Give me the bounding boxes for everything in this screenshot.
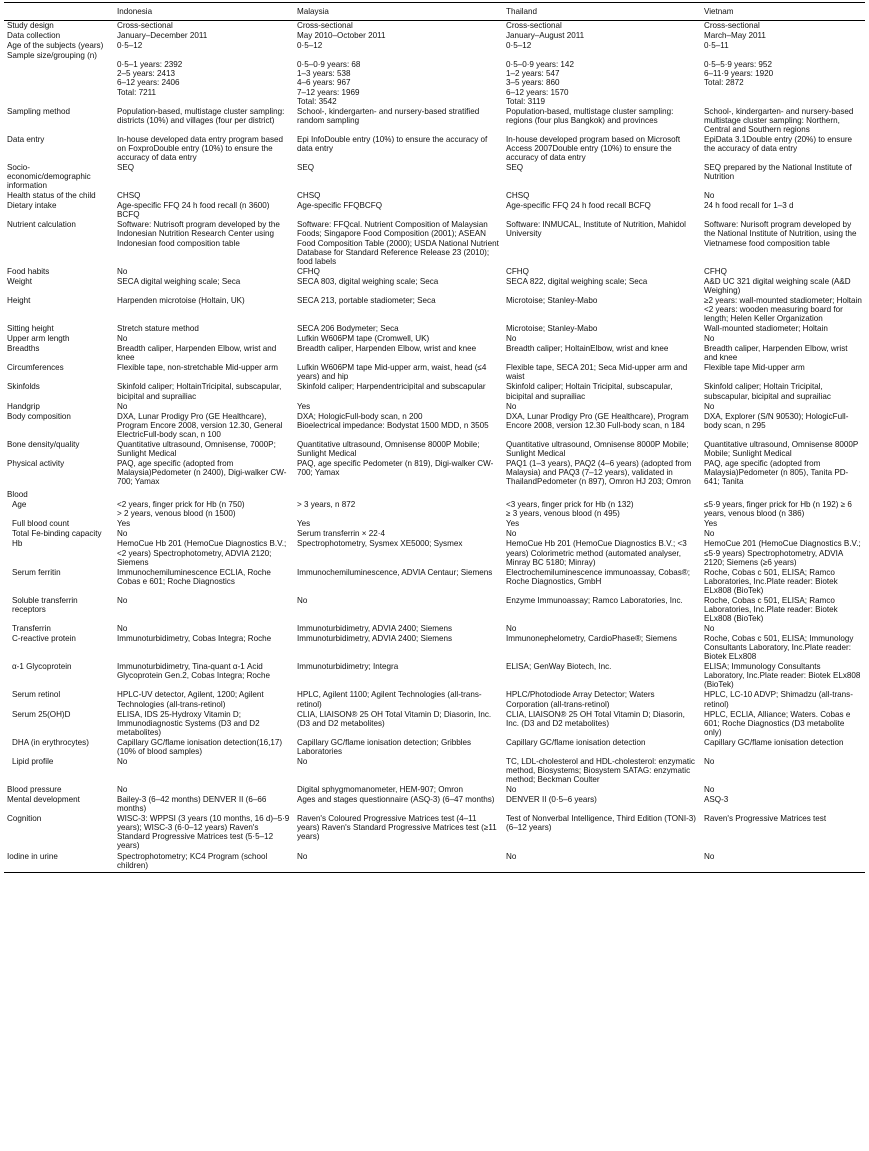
table-cell: ≥2 years: wall-mounted stadiometer; Holtain <2 years: wooden measuring board for length; Helen Keller Organization (704, 295, 862, 323)
table-cell: No (506, 624, 517, 633)
row-label: Age of the subjects (years) (7, 41, 104, 51)
table-row (4, 785, 865, 795)
row-label: Blood pressure (7, 785, 62, 795)
table-cell: SECA 822, digital weighing scale; Seca (506, 276, 648, 286)
table-cell: No (704, 529, 715, 539)
row-label: C-reactive protein (12, 634, 76, 644)
table-cell: HemoCue Hb 201 (HemoCue Diagnostics B.V.; <3 years) Colorimetric method (automated analyser, Minray BC 5180; Minray) (506, 539, 687, 567)
table-cell: Skinfold caliper; Harpendentricipital and subscapular (297, 382, 486, 392)
row-label: Dietary intake (7, 201, 57, 211)
table-cell: CLIA, LIAISON® 25 OH Total Vitamin D; Diasorin, Inc. (D3 and D2 metabolites) (506, 709, 685, 728)
table-cell: School-, kindergarten- and nursery-based multistage cluster sampling: Northern, Central and Southern regions (704, 106, 854, 134)
table-cell: CFHQ (506, 266, 529, 276)
table-cell: Quantitative ultrasound, Omnisense 8000P Mobile; Sunlight Medical (704, 439, 859, 458)
table-cell: CLIA, LIAISON® 25 OH Total Vitamin D; Diasorin, Inc. (D3 and D2 metabolites) (297, 709, 492, 728)
table-cell: Roche, Cobas c 501, ELISA; Immunology Consultants Laboratory, Inc.Plate reader: Biotek ELx808 (704, 634, 854, 662)
table-cell: Quantitative ultrasound, Omnisense 8000P Mobile; Sunlight Medical (506, 439, 689, 458)
table-cell: Yes (297, 401, 311, 411)
table-row (4, 191, 865, 201)
table-cell: Quantitative ultrasound, Omnisense 8000P Mobile; Sunlight Medical (297, 439, 480, 458)
row-label: DHA (in erythrocytes) (12, 737, 89, 747)
table-cell: CHSQ (117, 191, 141, 201)
table-row (4, 690, 865, 709)
row-label: Bone density/quality (7, 439, 80, 449)
row-label: Sitting height (7, 324, 54, 334)
table-cell: DENVER II (0·5–6 years) (506, 795, 597, 805)
table-row (4, 596, 865, 624)
table-cell: WISC-3: WPPSI (3 years (10 months, 16 d)–5·9 years); WISC-3 (6·0–12 years) Raven's Standard Progressive Matrices test (5·5–12 years) (117, 814, 290, 851)
table-cell: SEQ (297, 163, 315, 172)
row-label: Circumferences (7, 363, 64, 373)
row-label: Age (12, 500, 27, 510)
table-row (4, 51, 865, 106)
table-cell: 0·5–0·9 years: 68 1–3 years: 538 4–6 years: 967 7–12 years: 1969 Total: 3542 (297, 60, 361, 106)
table-row (4, 624, 865, 634)
table-cell: Wall-mounted stadiometer; Holtain (704, 324, 828, 334)
row-label: Sample size/grouping (n) (7, 51, 97, 61)
table-cell: Spectrophotometry; KC4 Program (school children) (114, 852, 294, 873)
table-cell: Breadth caliper, Harpenden Elbow, wrist and knee (117, 344, 277, 363)
table-cell: 0·5–5·9 years: 952 6–11·9 years: 1920 Total: 2872 (704, 60, 774, 88)
table-cell: ELISA, IDS 25-Hydroxy Vitamin D; Immunodiagnostic Systems (D3 and D2 metabolites) (117, 709, 260, 737)
table-cell: SEQ (117, 163, 135, 172)
table-row (4, 459, 865, 487)
table-row (4, 220, 865, 266)
table-row (4, 795, 865, 814)
row-label: Full blood count (12, 519, 70, 529)
table-row (4, 500, 865, 519)
table-cell: Quantitative ultrasound, Omnisense, 7000P; Sunlight Medical (117, 439, 276, 458)
table-cell: No (117, 595, 128, 605)
table-cell: DXA, Explorer (S/N 90530); HologicFull-body scan, n 295 (704, 411, 849, 430)
table-row (4, 382, 865, 401)
table-cell (114, 487, 294, 500)
table-cell: Yes (117, 519, 131, 529)
table-cell: Ages and stages questionnaire (ASQ-3) (6–47 months) (297, 795, 495, 805)
table-cell: Breadth caliper, Harpenden Elbow, wrist and knee (704, 344, 848, 363)
table-cell: Skinfold caliper; HoltainTricipital, subscapular, bicipital and suprailiac (117, 382, 282, 401)
table-cell: ASQ-3 (704, 795, 729, 805)
table-cell: HPLC-UV detector, Agilent, 1200; Agilent Technologies (all-trans-retinol) (117, 690, 264, 709)
table-cell: SECA digital weighing scale; Seca (117, 276, 241, 286)
table-cell: Yes (704, 519, 718, 529)
row-label: Handgrip (7, 401, 40, 411)
table-row (4, 296, 865, 324)
table-cell: Raven's Coloured Progressive Matrices test (4–11 years) Raven's Standard Progressive Matrices test (≥11 years) (297, 814, 497, 842)
table-cell: PAQ, age specific (adopted from Malaysia)Pedometer (n 805), Tanita PD-641; Tanita (704, 458, 849, 487)
row-label: Socio-economic/demographic information (7, 163, 91, 191)
table-cell: Stretch stature method (117, 324, 199, 334)
table-cell: ≤5·9 years, finger prick for Hb (n 192) ≥ 6 years, venous blood (n 386) (704, 500, 852, 519)
table-cell: No (704, 624, 715, 633)
table-row (4, 334, 865, 344)
table-cell: 0·5–12 (506, 41, 532, 51)
table-cell: PAQ, age specific (adopted from Malaysia)Pedometer (n 2400), Digi-walker CW-700; Yamax (117, 458, 287, 487)
table-cell: HemoCue 201 (HemoCue Diagnostics B.V.; ≤5·9 years) Spectrophotometry, ADVIA 2120; Siemens (≥6 years) (704, 539, 861, 567)
row-label: Height (7, 295, 31, 305)
table-cell: Software: Nutrisoft program developed by the Indonesian Nutrition Research Center using Indonesian food composition table (117, 220, 280, 248)
row-label: Study design (7, 21, 54, 31)
row-label: Serum 25(OH)D (12, 709, 71, 719)
table-cell: <3 years, finger prick for Hb (n 132) ≥ 3 years, venous blood (n 495) (506, 500, 634, 519)
row-label: Nutrient calculation (7, 220, 76, 230)
table-cell: No (704, 401, 715, 411)
table-cell: No (117, 529, 128, 539)
table-row (4, 31, 865, 41)
table-cell: Skinfold caliper; Holtain Tricipital, subscapular, bicipital and suprailiac (704, 382, 831, 401)
table-cell: HPLC/Photodiode Array Detector; Waters Corporation (all-trans-retinol) (506, 690, 655, 709)
table-cell: Cross-sectional (704, 21, 760, 31)
table-cell: Population-based, multistage cluster sampling: regions (four plus Bangkok) and provinces (506, 106, 674, 125)
table-cell: SECA 803, digital weighing scale; Seca (297, 276, 439, 286)
table-cell: SEQ prepared by the National Institute of Nutrition (704, 163, 852, 182)
table-cell: Age-specific FFQ 24 h food recall (n 3600) BCFQ (117, 201, 270, 220)
table-cell: Cross-sectional (297, 21, 353, 31)
row-label: Weight (7, 276, 33, 286)
row-label: Physical activity (7, 458, 65, 468)
table-cell: 0·5–12 (297, 41, 323, 51)
table-row (4, 738, 865, 757)
table-row (4, 412, 865, 440)
table-cell: DXA; HologicFull-body scan, n 200 Bioelectrical impedance: Bodystat 1500 MDD, n 3505 (297, 411, 489, 430)
table-cell: Flexible tape, non-stretchable Mid-upper arm (117, 363, 279, 373)
row-label: Upper arm length (7, 334, 70, 344)
table-cell: No (294, 852, 503, 873)
table-cell: January–December 2011 (117, 31, 208, 41)
table-cell: 24 h food recall for 1–3 d (704, 201, 794, 211)
table-cell: TC, LDL-cholesterol and HDL-cholesterol: enzymatic method, Biosystems; Biosystem SATAG: enzymatic method; Beckman Coulter (506, 756, 695, 784)
header-thailand: Thailand (503, 3, 701, 21)
table-cell: No (117, 266, 128, 276)
header-blank (4, 3, 114, 21)
table-cell: Harpenden microtoise (Holtain, UK) (117, 295, 245, 305)
table-cell: Enzyme Immunoassay; Ramco Laboratories, Inc. (506, 595, 683, 605)
table-cell: 0·5–0·9 years: 142 1–2 years: 547 3–5 years: 860 6–12 years: 1570 Total: 3119 (506, 60, 574, 106)
table-cell: Cross-sectional (506, 21, 562, 31)
table-row (4, 41, 865, 51)
table-cell: Capillary GC/flame ionisation detection; Gribbles Laboratories (297, 737, 472, 756)
table-cell: No (506, 529, 517, 539)
table-cell: 0·5–12 (117, 41, 143, 51)
table-cell: CHSQ (506, 191, 530, 201)
table-cell: January–August 2011 (506, 31, 585, 41)
table-cell: HemoCue Hb 201 (HemoCue Diagnostics B.V.; <2 years) Spectrophotometry, ADVIA 2120; Siemens (117, 539, 287, 567)
table-cell: Immunoturbidimetry, Tina-quant α-1 Acid Glycoprotein Gen.2, Cobas Integra; Roche (117, 662, 270, 681)
table-cell: DXA, Lunar Prodigy Pro (GE Healthcare), Program Encore 2008, version 12.30, General ElectricFull-body scan, n 100 (117, 411, 283, 439)
table-cell: No (701, 852, 865, 873)
table-row (4, 814, 865, 851)
row-label: Total Fe-binding capacity (12, 529, 102, 539)
table-cell: PAQ, age specific Pedometer (n 819), Digi-walker CW-700; Yamax (297, 458, 494, 477)
table-row (4, 487, 865, 500)
table-cell: > 3 years, n 872 (297, 500, 356, 510)
table-cell: No (704, 785, 715, 795)
row-label: Sampling method (7, 106, 70, 116)
table-cell: No (704, 191, 715, 201)
table-cell: Capillary GC/flame ionisation detection(16,17) (10% of blood samples) (117, 737, 283, 756)
table-cell: HPLC, LC-10 ADVP; Shimadzu (all-trans-retinol) (704, 690, 853, 709)
table-row (4, 201, 865, 220)
header-row (4, 3, 865, 21)
table-cell: Immunoturbidimetry, ADVIA 2400; Siemens (297, 624, 453, 633)
table-cell: Population-based, multistage cluster sampling: districts (10%) and villages (four per district) (117, 106, 285, 125)
table-row (4, 634, 865, 662)
table-cell: Software: FFQcal. Nutrient Composition of Malaysian Foods; Singapore Food Composition (2001); ASEAN Food Composition Table (2000); USDA National Nutrient Database for Standard Reference Release 23 (2010); food labels (297, 220, 499, 266)
table-cell: Epi InfoDouble entry (10%) to ensure the accuracy of data entry (297, 134, 488, 153)
table-cell (503, 487, 701, 500)
study-methods-table (4, 2, 865, 873)
table-cell: Immunoturbidimetry, Cobas Integra; Roche (117, 634, 272, 644)
table-cell: Flexible tape, SECA 201; Seca Mid-upper arm and waist (506, 363, 688, 382)
table-cell: Cross-sectional (117, 21, 173, 31)
table-row (4, 21, 865, 32)
table-cell: Bailey-3 (6–42 months) DENVER II (6–66 months) (117, 795, 267, 814)
table-cell: Age-specific FFQ 24 h food recall BCFQ (506, 201, 651, 211)
table-cell: Immunoturbidimetry; Integra (297, 662, 399, 672)
table-row (4, 710, 865, 738)
table-cell: <2 years, finger prick for Hb (n 750) > 2 years, venous blood (n 1500) (117, 500, 245, 519)
table-row (4, 662, 865, 690)
table-row (4, 363, 865, 382)
table-cell: No (117, 756, 128, 766)
table-row (4, 539, 865, 567)
row-label: Food habits (7, 266, 50, 276)
table-cell: Skinfold caliper; Holtain Tricipital, subscapular, bicipital and suprailiac (506, 382, 673, 401)
table-row (4, 440, 865, 459)
table-cell: 0·5–11 (704, 41, 729, 51)
table-row (4, 344, 865, 363)
table-cell: DXA, Lunar Prodigy Pro (GE Healthcare), Program Encore 2008, version 12.30 Full-body scan, n 184 (506, 411, 689, 430)
table-cell: Breadth caliper; HoltainElbow, wrist and knee (506, 344, 669, 354)
table-cell: CHSQ (297, 191, 321, 201)
table-row (4, 163, 865, 191)
table-row (4, 519, 865, 529)
table-cell: Raven's Progressive Matrices test (704, 814, 827, 824)
table-cell: Roche, Cobas c 501, ELISA; Ramco Laboratories, Inc.Plate reader: Biotek ELx808 (BioTek) (704, 595, 838, 623)
table-cell: No (117, 334, 128, 344)
table-cell: 0·5–1 years: 2392 2–5 years: 2413 6–12 years: 2406 Total: 7211 (117, 60, 183, 97)
table-cell: Yes (297, 519, 311, 529)
table-cell: May 2010–October 2011 (297, 31, 386, 41)
table-cell: EpiData 3.1Double entry (20%) to ensure the accuracy of data entry (704, 134, 853, 153)
table-cell: Microtoise; Stanley-Mabo (506, 324, 598, 334)
row-label: Iodine in urine (4, 852, 114, 873)
table-cell: Software: Nurisoft program developed by the National Institute of Nutrition, using the Vietnamese food composition table (704, 220, 857, 248)
table-cell: Capillary GC/flame ionisation detection (506, 737, 646, 747)
table-cell: Electrochemiluminescence immunoassay, Cobas®; Roche Diagnostics, GmbH (506, 567, 690, 586)
table-cell: Digital sphygmomanometer, HEM-907; Omron (297, 785, 463, 795)
row-label: Serum ferritin (12, 567, 61, 577)
table-row (4, 324, 865, 334)
table-cell: No (704, 334, 715, 344)
table-cell: Test of Nonverbal Intelligence, Third Edition (TONI-3) (6–12 years) (506, 814, 696, 833)
table-row (4, 402, 865, 412)
table-cell: No (117, 624, 128, 633)
table-cell: No (506, 334, 517, 344)
table-row (4, 135, 865, 163)
table-cell: No (506, 401, 517, 411)
table-cell: Breadth caliper, Harpenden Elbow, wrist and knee (297, 344, 477, 354)
table-cell: PAQ1 (1–3 years), PAQ2 (4–6 years) (adopted from Malaysia) and PAQ3 (7–12 years), validated in ThailandPedometer (n 897), Omron HJ 203; Omron (506, 458, 692, 487)
table-cell: March–May 2011 (704, 31, 766, 41)
row-label: Data collection (7, 31, 61, 41)
table-cell: No (503, 852, 701, 873)
table-cell: ELISA; GenWay Biotech, Inc. (506, 662, 612, 672)
row-label: Body composition (7, 411, 71, 421)
table-cell (701, 487, 865, 500)
table-cell: SEQ (506, 163, 524, 172)
row-label: Cognition (7, 814, 42, 824)
table-cell: Software: INMUCAL, Institute of Nutrition, Mahidol University (506, 220, 686, 239)
table-cell: SECA 206 Bodymeter; Seca (297, 324, 399, 334)
table-row (4, 852, 865, 873)
row-label: Data entry (7, 134, 45, 144)
header-malaysia: Malaysia (294, 3, 503, 21)
table-cell: Capillary GC/flame ionisation detection (704, 737, 844, 747)
table-row (4, 757, 865, 785)
table-cell: Immunochemiluminescence, ADVIA Centaur; Siemens (297, 567, 493, 577)
table-cell: Yes (506, 519, 520, 529)
table-row (4, 107, 865, 135)
table-cell: Flexible tape Mid-upper arm (704, 363, 805, 373)
row-label: Breadths (7, 344, 40, 354)
table-cell: No (117, 401, 128, 411)
row-label: Health status of the child (7, 191, 96, 201)
table-cell: No (704, 756, 715, 766)
table-cell: Immunonephelometry, CardioPhase®; Siemens (506, 634, 677, 644)
row-label: Skinfolds (7, 382, 40, 392)
table-body (4, 21, 865, 873)
row-label: Hb (12, 539, 23, 549)
row-label: Lipid profile (12, 756, 54, 766)
table-cell: Microtoise; Stanley-Mabo (506, 295, 598, 305)
table-cell: Spectrophotometry, Sysmex XE5000; Sysmex (297, 539, 463, 549)
table-row (4, 568, 865, 596)
table-cell: HPLC, Agilent 1100; Agilent Technologies (all-trans-retinol) (297, 690, 482, 709)
table-cell: Age-specific FFQBCFQ (297, 201, 383, 211)
table-row (4, 267, 865, 277)
table-cell: A&D UC 321 digital weighing scale (A&D Weighing) (704, 276, 851, 295)
table-cell: School-, kindergarten- and nursery-based stratified random sampling (297, 106, 480, 125)
table-cell: ELISA; Immunology Consultants Laboratory, Inc.Plate reader: Biotek ELx808 (BioTek) (704, 662, 861, 690)
table-row (4, 529, 865, 539)
table-cell: No (117, 785, 128, 795)
table-cell: In-house developed program based on Microsoft Access 2007Double entry (10%) to ensure the accuracy of data entry (506, 134, 681, 162)
table-cell: Serum transferrin × 22·4 (297, 529, 385, 539)
table-cell: Immunoturbidimetry, ADVIA 2400; Siemens (297, 634, 453, 644)
row-label: Transferrin (12, 624, 51, 633)
table-cell: Lufkin W606PM tape (Cromwell, UK) (297, 334, 430, 344)
row-label: Serum retinol (12, 690, 61, 700)
row-label: Soluble transferrin receptors (12, 595, 78, 614)
table-row (4, 277, 865, 296)
table-cell: No (297, 595, 308, 605)
table-cell: In-house developed data entry program based on FoxproDouble entry (10%) to ensure the accuracy of data entry (117, 134, 284, 162)
table-cell: CFHQ (704, 266, 727, 276)
table-cell: HPLC, ECLIA, Alliance; Waters. Cobas e 601; Roche Diagnostics (D3 metabolite only) (704, 709, 851, 737)
table-cell: Immunochemiluminescence ECLIA, Roche Cobas e 601; Roche Diagnostics (117, 567, 271, 586)
header-indonesia: Indonesia (114, 3, 294, 21)
table-cell: Roche, Cobas c 501, ELISA; Ramco Laboratories, Inc.Plate reader: Biotek ELx808 (BioTek) (704, 567, 838, 595)
table-cell: No (297, 756, 308, 766)
header-vietnam: Vietnam (701, 3, 865, 21)
row-label: Blood (7, 490, 28, 500)
table-cell: No (506, 785, 517, 795)
row-label: α-1 Glycoprotein (12, 662, 72, 672)
table-cell: Lufkin W606PM tape Mid-upper arm, waist, head (≤4 years) and hip (297, 363, 487, 382)
table-cell: CFHQ (297, 266, 320, 276)
table-cell: SECA 213, portable stadiometer; Seca (297, 295, 436, 305)
row-label: Mental development (7, 795, 80, 805)
table-cell (294, 487, 503, 500)
